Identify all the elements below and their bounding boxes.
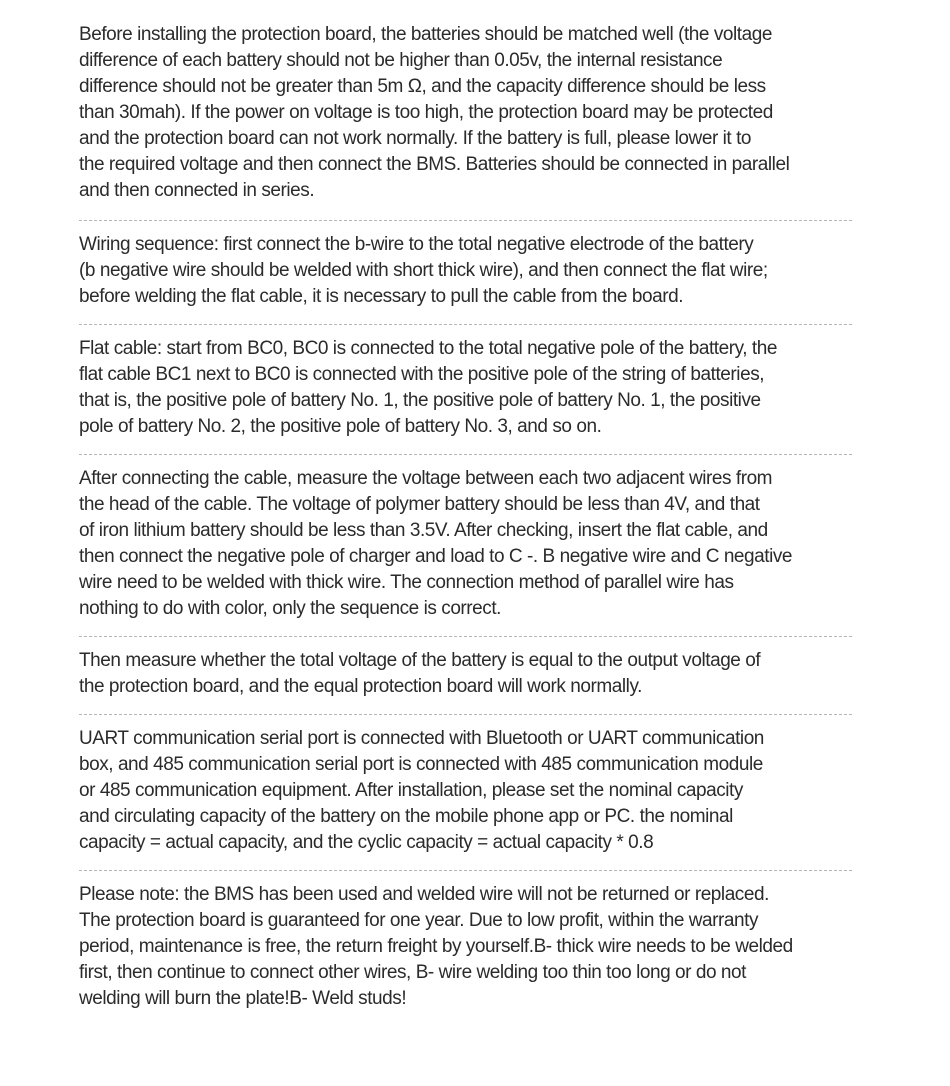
paragraph-line: and the protection board can not work normally. If the battery is full, please lower it to bbox=[79, 128, 752, 149]
total-voltage-section bbox=[79, 637, 859, 714]
paragraph-line: welding will burn the plate!B- Weld studs! bbox=[79, 988, 407, 1009]
paragraph-line: Before installing the protection board, the batteries should be matched well (the voltage bbox=[79, 24, 772, 45]
paragraph-line: wire need to be welded with thick wire. The connection method of parallel wire has bbox=[79, 572, 734, 593]
paragraph-line: or 485 communication equipment. After installation, please set the nominal capacity bbox=[79, 780, 743, 801]
paragraph-line: Please note: the BMS has been used and welded wire will not be returned or replaced. bbox=[79, 884, 769, 905]
paragraph-line: After connecting the cable, measure the voltage between each two adjacent wires from bbox=[79, 468, 773, 489]
paragraph-line: capacity = actual capacity, and the cyclic capacity = actual capacity * 0.8 bbox=[79, 832, 654, 853]
paragraph-line: flat cable BC1 next to BC0 is connected with the positive pole of the string of batteries, bbox=[79, 364, 765, 385]
paragraph-line: Then measure whether the total voltage of the battery is equal to the output voltage of bbox=[79, 650, 761, 671]
paragraph-line: box, and 485 communication serial port is connected with 485 communication module bbox=[79, 754, 763, 775]
paragraph-line: Wiring sequence: first connect the b-wire to the total negative electrode of the battery bbox=[79, 234, 754, 255]
paragraph-line: and then connected in series. bbox=[79, 180, 315, 201]
paragraph-line: the required voltage and then connect the BMS. Batteries should be connected in parallel bbox=[79, 154, 790, 175]
paragraph-line: nothing to do with color, only the sequence is correct. bbox=[79, 598, 502, 619]
paragraph-line: than 30mah). If the power on voltage is too high, the protection board may be protected bbox=[79, 102, 773, 123]
paragraph-line: pole of battery No. 2, the positive pole of battery No. 3, and so on. bbox=[79, 416, 602, 437]
wiring-sequence-section bbox=[79, 221, 859, 324]
paragraph-line: of iron lithium battery should be less than 3.5V. After checking, insert the flat cable, and bbox=[79, 520, 768, 541]
instructions-document bbox=[79, 11, 859, 1026]
paragraph-line: that is, the positive pole of battery No. 1, the positive pole of battery No. 1, the positive bbox=[79, 390, 761, 411]
paragraph-line: UART communication serial port is connected with Bluetooth or UART communication bbox=[79, 728, 764, 749]
paragraph-line: period, maintenance is free, the return freight by yourself.B- thick wire needs to be welded bbox=[79, 936, 793, 957]
paragraph-line: and circulating capacity of the battery on the mobile phone app or PC. the nominal bbox=[79, 806, 733, 827]
voltage-check-section bbox=[79, 455, 859, 636]
paragraph-line: the head of the cable. The voltage of polymer battery should be less than 4V, and that bbox=[79, 494, 760, 515]
warranty-note-section bbox=[79, 871, 859, 1026]
paragraph-line: first, then continue to connect other wires, B- wire welding too thin too long or do not bbox=[79, 962, 746, 983]
paragraph-line: (b negative wire should be welded with short thick wire), and then connect the flat wire; bbox=[79, 260, 768, 281]
paragraph-line: difference should not be greater than 5m Ω, and the capacity difference should be less bbox=[79, 76, 766, 97]
paragraph-line: the protection board, and the equal protection board will work normally. bbox=[79, 676, 642, 697]
communication-section bbox=[79, 715, 859, 870]
matching-section bbox=[79, 11, 859, 220]
flat-cable-section bbox=[79, 325, 859, 454]
paragraph-line: then connect the negative pole of charger and load to C -. B negative wire and C negative bbox=[79, 546, 793, 567]
paragraph-line: The protection board is guaranteed for one year. Due to low profit, within the warranty bbox=[79, 910, 759, 931]
paragraph-line: Flat cable: start from BC0, BC0 is connected to the total negative pole of the battery, the bbox=[79, 338, 777, 359]
paragraph-line: difference of each battery should not be higher than 0.05v, the internal resistance bbox=[79, 50, 723, 71]
paragraph-line: before welding the flat cable, it is necessary to pull the cable from the board. bbox=[79, 286, 684, 307]
